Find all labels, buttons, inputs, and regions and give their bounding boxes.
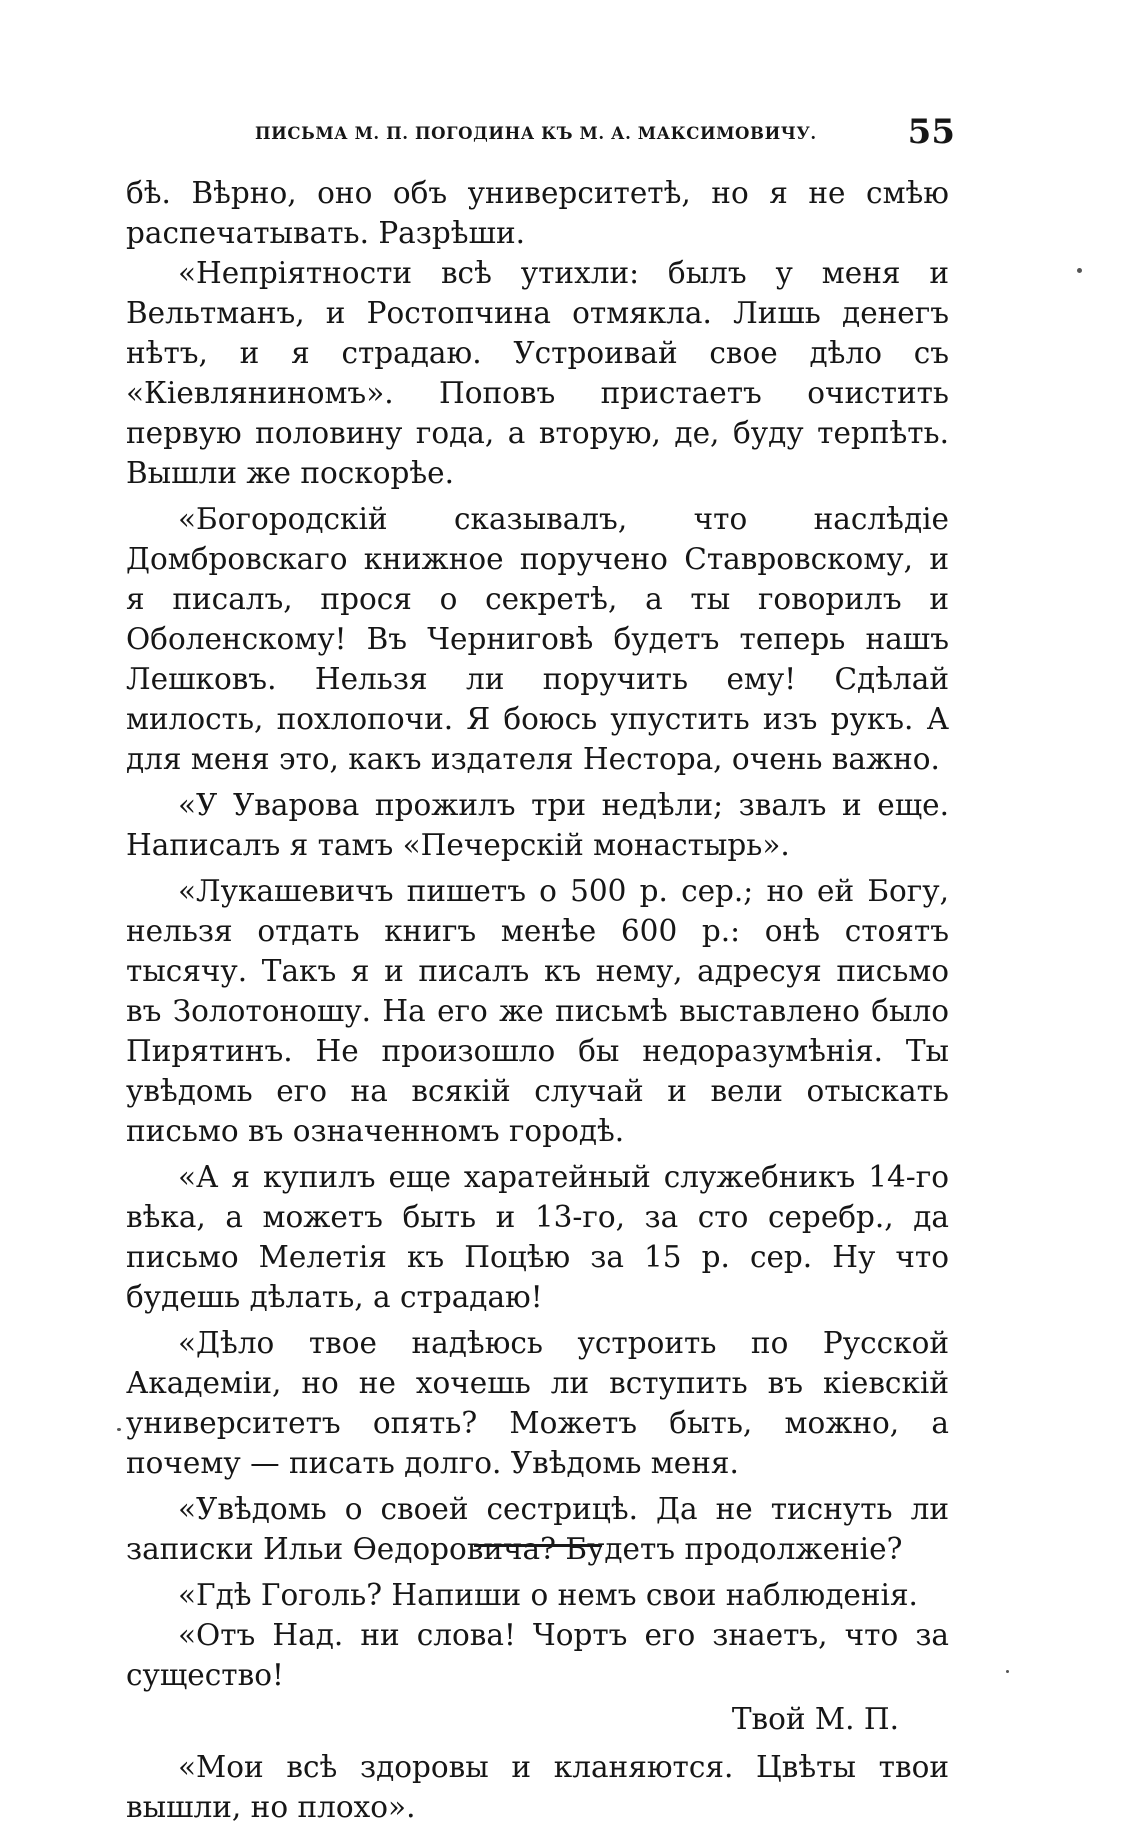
paragraph: «А я купилъ еще харатейный служебникъ 14-го вѣка, а можетъ быть и 13-го, за сто серебр., да письмо Мелетія къ Поцѣю за 15 р. сер. Ну что будешь дѣлать, а страдаю! [126, 1160, 949, 1314]
postscript: «Мои всѣ здоровы и кланяются. Цвѣты твои вышли, но плохо». [126, 1750, 949, 1824]
signature: Твой М. П. [731, 1702, 899, 1736]
running-head: ПИСЬМА М. П. ПОГОДИНА КЪ М. А. МАКСИМОВИЧУ. [255, 124, 817, 143]
end-rule [474, 1544, 602, 1547]
print-speck [1006, 1670, 1009, 1673]
paragraph: «Отъ Над. ни слова! Чортъ его знаетъ, что за существо! [126, 1618, 949, 1692]
print-speck [1077, 268, 1082, 273]
paragraph: бѣ. Вѣрно, оно объ университетѣ, но я не смѣю распечатывать. Разрѣши. [126, 176, 949, 250]
page-header [255, 112, 955, 160]
page-number: 55 [907, 112, 955, 152]
paragraph: «У Уварова прожилъ три недѣли; звалъ и еще. Написалъ я тамъ «Печерскій монастырь». [126, 788, 949, 862]
paragraph: «Непріятности всѣ утихли: былъ у меня и Вельтманъ, и Ростопчина отмякла. Лишь денегъ нѣтъ, и я страдаю. Устроивай свое дѣло съ «Кіевляниномъ». Поповъ пристаетъ очистить первую половину года, а вторую, де, буду терпѣть. Вышли же поскорѣе. [126, 256, 949, 490]
body-text [126, 173, 949, 1833]
paragraph: «Богородскій сказывалъ, что наслѣдіе Домбровскаго книжное поручено Ставровскому, и я писалъ, прося о секретѣ, а ты говорилъ и Оболенскому! Въ Черниговѣ будетъ теперь нашъ Лешковъ. Нельзя ли поручить ему! Сдѣлай милость, похлопочи. Я боюсь упустить изъ рукъ. А для меня это, какъ издателя Нестора, очень важно. [126, 502, 949, 776]
paragraph: «Дѣло твое надѣюсь устроить по Русской Академіи, но не хочешь ли вступить въ кіевскій университетъ опять? Можетъ быть, можно, а почему — писать долго. Увѣдомь меня. [126, 1326, 949, 1480]
print-speck [117, 1428, 121, 1431]
paragraph: «Лукашевичъ пишетъ о 500 р. сер.; но ей Богу, нельзя отдать книгъ менѣе 600 р.: онѣ стоятъ тысячу. Такъ я и писалъ къ нему, адресуя письмо въ Золотоношу. На его же письмѣ выставлено было Пирятинъ. Не произошло бы недоразумѣнія. Ты увѣдомь его на всякій случай и вели отыскать письмо въ означенномъ городѣ. [126, 874, 949, 1148]
paragraph: «Увѣдомь о своей сестрицѣ. Да не тиснуть ли записки Ильи Ѳедоровича? Будетъ продолженіе? [126, 1492, 949, 1566]
paragraph: «Гдѣ Гоголь? Напиши о немъ свои наблюденія. [178, 1578, 918, 1612]
